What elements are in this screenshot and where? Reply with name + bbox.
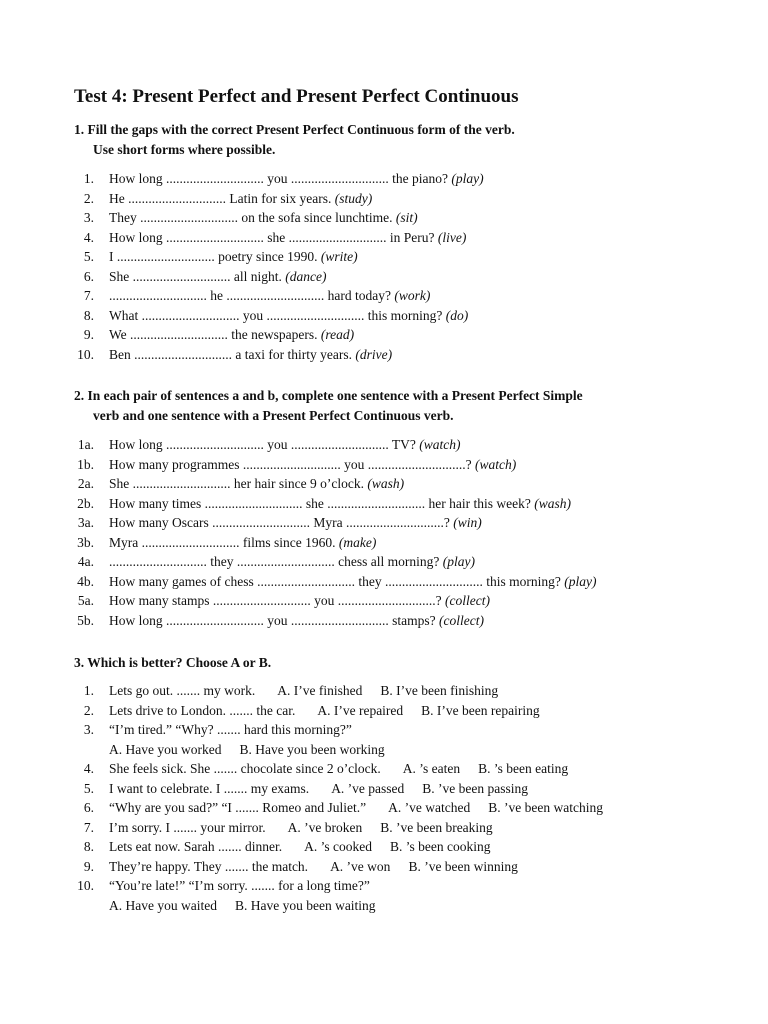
sentence-text: I ............................. poetry since 1990. [109,249,318,264]
item-text [109,169,484,189]
item-text [109,208,418,228]
sentence-text: How many programmes ............................. you .............................? [109,456,472,472]
verb-hint: (sit) [395,210,418,225]
sentence-text: “You’re late!” “I’m sorry. ....... for a long time?” [109,878,370,893]
item-number: 2b. [77,495,94,511]
page-title: Test 4: Present Perfect and Present Perfect Continuous [74,86,519,107]
item-number: 3. [83,722,94,737]
item-text [109,611,484,631]
item-number: 2. [83,190,94,206]
option-b: B. Have you been waiting [234,897,376,913]
verb-hint: (do) [445,307,469,323]
verb-hint: (wash) [367,476,405,491]
item-number: 1. [83,683,94,698]
verb-hint: (write) [320,249,358,264]
item-number: 8. [83,307,94,323]
item-number: 3. [83,210,94,225]
verb-hint: (play) [451,171,484,186]
sentence-text: What ............................. you ............................. this morning? [109,307,443,323]
item-text [109,876,370,896]
section-2-heading-line2: verb and one sentence with a Present Perfect Continuous verb. [93,407,454,423]
item-text [109,837,490,857]
item-number: 4b. [77,573,94,589]
choice-options [109,896,376,916]
sentence-text: We ............................. the newspapers. [109,327,318,342]
sentence-text: How long ............................. you ............................. stamps? [109,612,436,628]
item-number: 5. [83,249,94,264]
item-text [109,857,518,877]
verb-hint: (dance) [285,268,327,284]
sentence-text: How many Oscars ............................. Myra .............................? [109,515,450,530]
sentence-text: Myra ............................. films since 1960. [109,534,336,550]
option-b: B. ’s been eating [478,761,569,776]
choice-options [277,683,498,698]
item-text [109,228,466,248]
item-number: 3b. [77,534,94,550]
item-text [109,681,498,701]
sentence-text: He ............................. Latin for six years. [109,190,332,206]
item-number: 7. [83,288,94,303]
choice-options [288,820,493,835]
choice-options [330,859,518,874]
item-number: 9. [83,858,94,874]
item-text [109,267,326,287]
sentence-text: “Why are you sad?” “I ....... Romeo and Juliet.” [109,800,367,815]
item-text [109,455,516,475]
item-text [109,494,571,514]
option-a: A. ’ve broken [287,819,363,835]
sentence-text: How many games of chess ............................. they ............................. this morning? [109,573,561,589]
sentence-text: She feels sick. She ....... chocolate since 2 o’clock. [109,761,381,776]
option-a: A. ’ve won [330,858,391,874]
verb-hint: (collect) [444,593,490,608]
item-text [109,247,358,267]
item-text [109,474,404,494]
sentence-text: Lets go out. ....... my work. [109,683,256,698]
option-a: A. ’ve watched [388,800,471,815]
section-2-heading-line1: 2. In each pair of sentences a and b, complete one sentence with a Present Perfect Simple [74,388,583,403]
section-3-heading [74,653,271,673]
verb-hint: (live) [437,229,467,245]
item-text [109,720,352,740]
item-number: 7. [83,819,94,835]
sentence-text: ............................. they ............................. chess all morning? [109,554,440,569]
item-number: 5. [83,780,94,796]
choice-options [317,703,539,718]
item-text [109,435,461,455]
verb-hint: (play) [564,573,597,589]
choice-options [304,839,490,854]
verb-hint: (win) [453,515,482,530]
item-text [109,572,596,592]
item-text [109,533,376,553]
verb-hint: (study) [334,190,373,206]
item-text [109,189,372,209]
item-number: 1a. [77,437,94,452]
item-number: 5b. [77,612,94,628]
item-number: 2a. [77,476,94,491]
option-b: B. Have you been working [239,741,385,757]
sentence-text: How many times ............................. she ............................. her hair this week? [109,495,531,511]
verb-hint: (read) [320,327,355,342]
sentence-text: They ............................. on the sofa since lunchtime. [109,210,393,225]
item-text [109,513,482,533]
sentence-text: She ............................. all night. [109,268,282,284]
option-b: B. I’ve been repairing [421,702,540,718]
sentence-text: I’m sorry. I ....... your mirror. [109,819,266,835]
sentence-text: Lets eat now. Sarah ....... dinner. [109,839,283,854]
item-number: 9. [83,327,94,342]
item-number: 2. [83,702,94,718]
item-number: 4a. [77,554,94,569]
option-a: A. ’s eaten [402,761,461,776]
item-number: 6. [83,800,94,815]
item-number: 10. [77,346,94,362]
verb-hint: (wash) [534,495,571,511]
section-1-heading-line1: 1. Fill the gaps with the correct Present Perfect Continuous form of the verb. [74,122,515,137]
verb-hint: (make) [338,534,377,550]
option-a: A. Have you worked [109,741,222,757]
option-a: A. ’ve passed [331,780,405,796]
option-a: A. I’ve finished [277,683,363,698]
section-3-heading-line1: 3. Which is better? Choose A or B. [74,655,272,670]
item-text [109,798,603,818]
item-number: 8. [83,839,94,854]
item-number: 4. [83,761,94,776]
item-text [109,306,468,326]
item-text [109,759,568,779]
item-number: 4. [83,229,94,245]
sentence-text: I want to celebrate. I ....... my exams. [109,780,310,796]
choice-options [388,800,603,815]
option-b: B. ’ve been passing [422,780,529,796]
choice-options [403,761,568,776]
sentence-text: Ben ............................. a taxi for thirty years. [109,346,352,362]
section-1-heading-line2: Use short forms where possible. [93,141,276,157]
sentence-text: “I’m tired.” “Why? ....... hard this morning?” [109,722,352,737]
verb-hint: (drive) [355,346,393,362]
item-text [109,779,528,799]
option-a: A. I’ve repaired [317,702,404,718]
verb-hint: (watch) [474,456,517,472]
item-number: 5a. [77,593,94,608]
choice-options [331,781,528,796]
choice-options [109,740,385,760]
item-text [109,286,430,306]
verb-hint: (play) [442,554,475,569]
item-text [109,591,490,611]
item-text [109,325,354,345]
verb-hint: (collect) [439,612,484,628]
item-text [109,818,493,838]
option-a: A. ’s cooked [304,839,372,854]
option-b: B. ’s been cooking [389,839,491,854]
item-text [109,552,475,572]
item-number: 3a. [77,515,94,530]
sentence-text: How long ............................. you ............................. the piano? [109,171,448,186]
item-text [109,701,540,721]
item-number: 6. [83,268,94,284]
item-number: 10. [77,878,94,893]
sentence-text: How long ............................. you ............................. TV? [109,437,416,452]
option-a: A. Have you waited [109,897,217,913]
verb-hint: (work) [394,288,431,303]
item-text [109,345,392,365]
item-number: 1. [83,171,94,186]
option-b: B. ’ve been winning [408,858,518,874]
option-b: B. I’ve been finishing [380,683,499,698]
verb-hint: (watch) [419,437,461,452]
item-number: 1b. [77,456,94,472]
sentence-text: How long ............................. she ............................. in Peru? [109,229,435,245]
option-b: B. ’ve been breaking [380,819,493,835]
sentence-text: She ............................. her hair since 9 o’clock. [109,476,364,491]
option-b: B. ’ve been watching [488,800,603,815]
sentence-text: How many stamps ............................. you .............................? [109,593,442,608]
sentence-text: ............................. he ............................. hard today? [109,288,391,303]
section-1-heading [74,120,515,159]
section-2-heading [74,386,583,425]
sentence-text: They’re happy. They ....... the match. [109,858,309,874]
sentence-text: Lets drive to London. ....... the car. [109,702,296,718]
